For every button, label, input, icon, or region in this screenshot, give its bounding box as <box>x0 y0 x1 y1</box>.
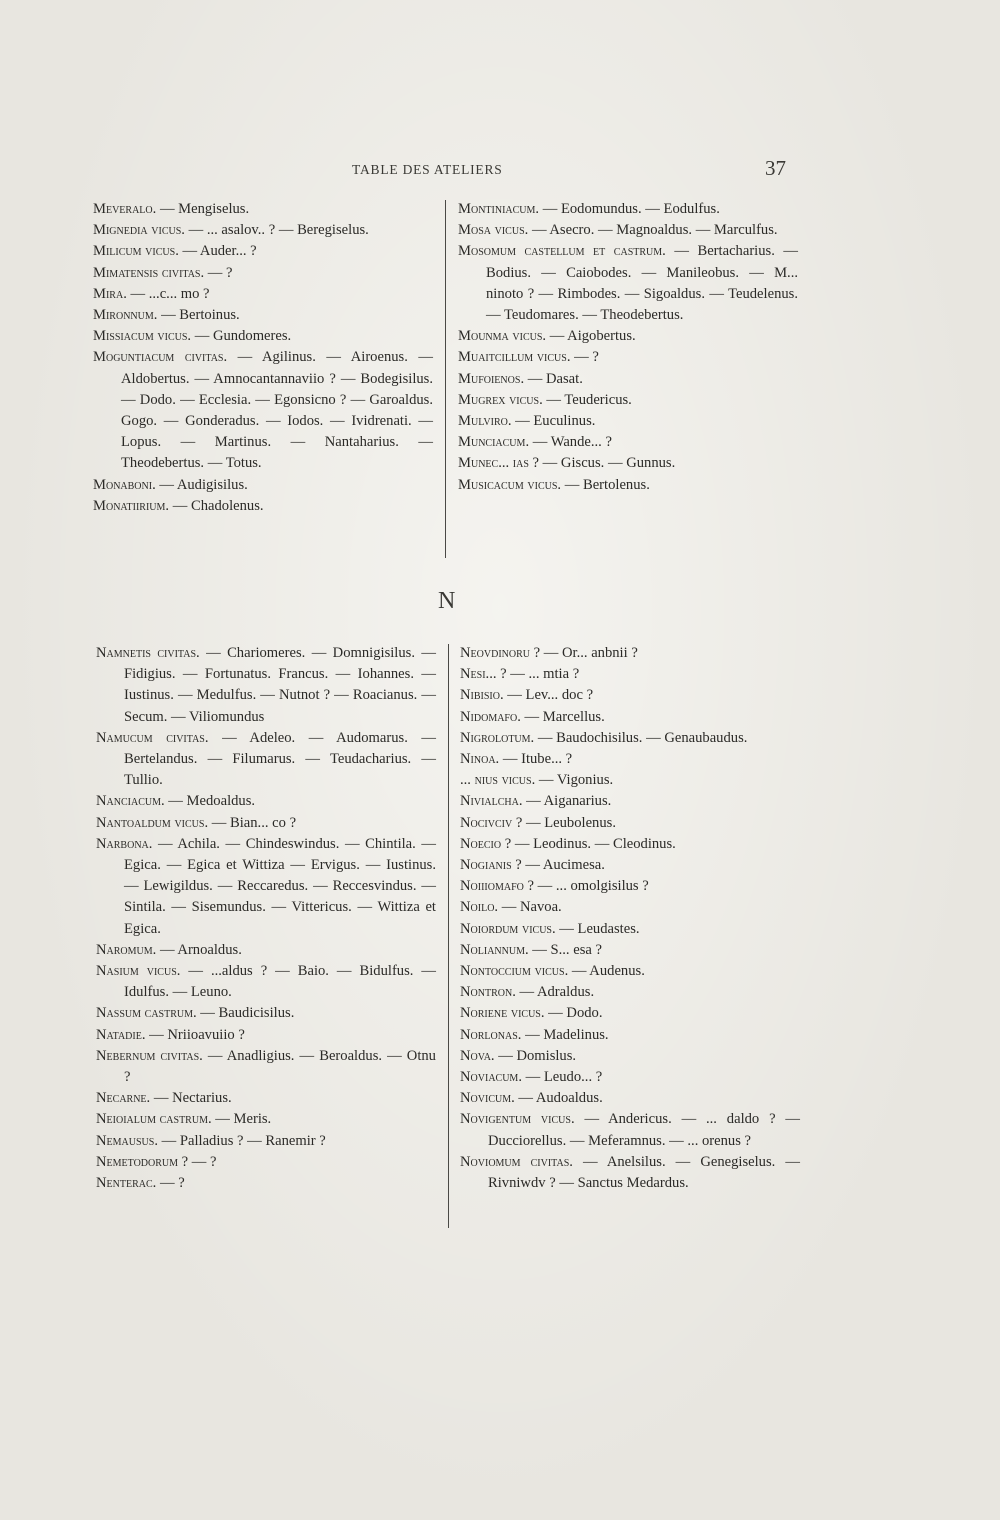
entry-name: Nassum castrum <box>96 1005 193 1022</box>
column-right-top <box>458 199 798 496</box>
index-entry <box>460 707 800 728</box>
index-entry <box>93 284 433 305</box>
index-entry <box>458 453 798 474</box>
index-entry <box>458 199 798 220</box>
entry-text: . — ? <box>152 1175 185 1192</box>
entry-name: Mimatensis civitas <box>93 264 201 281</box>
entry-name: Milicum vicus <box>93 243 176 260</box>
index-entry <box>96 728 436 792</box>
index-entry <box>460 1088 800 1109</box>
entry-name: Nigrolotum <box>460 729 531 746</box>
entry-text: . — Aiganarius. <box>518 793 612 810</box>
entry-text: . — Euculinus. <box>507 413 596 430</box>
index-entry <box>96 1173 436 1194</box>
index-entry <box>460 1003 800 1024</box>
page-number: 37 <box>765 156 786 180</box>
entry-text: ? — ? <box>178 1153 217 1170</box>
index-entry <box>458 241 798 326</box>
entry-text: . — Anelsilus. — Genegiselus. — Rivniwdv ? — Sanctus Medardus. <box>488 1153 800 1192</box>
entry-text: . — Chariomeres. — Domnigisilus. — Fidigius. — Fortunatus. Francus. — Iohannes. — Iustinus. — Medulfus. — Nutnot ? — Roacianus. — Secum. — Viliomundus <box>124 645 436 725</box>
index-entry <box>460 961 800 982</box>
entry-name: Narbona <box>96 835 149 852</box>
entry-name: Ninoa <box>460 751 496 768</box>
column-divider-bottom <box>448 644 449 1228</box>
index-entry <box>93 496 433 517</box>
entry-name: Nocivciv <box>460 814 513 831</box>
entry-name: Mounma vicus <box>458 328 543 345</box>
entry-text: ? — Aucimesa. <box>511 857 605 874</box>
column-left-top <box>93 199 433 517</box>
entry-text: . — Bertacharius. — Bodius. — Caiobodes. — Manileobus. — M... ninoto ? — Rimbodes. — Sigoaldus. — Teudelenus. — Teudomares. — Theodebertus. <box>486 243 798 324</box>
index-entry <box>458 432 798 453</box>
entry-name: Nemausus <box>96 1132 155 1149</box>
entry-name: Mufoienos <box>458 370 521 387</box>
index-entry <box>460 685 800 706</box>
entry-text: . — Nriioavuiio ? <box>141 1026 245 1043</box>
index-entry <box>460 897 800 918</box>
index-entry <box>96 1003 436 1024</box>
entry-text: . — Aigobertus. <box>542 328 636 345</box>
entry-text: . — Leudo... ? <box>518 1069 603 1086</box>
entry-name: Nova <box>460 1047 491 1064</box>
entry-name: Naromum <box>96 941 153 958</box>
index-entry <box>460 813 800 834</box>
index-entry <box>96 834 436 940</box>
column-right-bottom <box>460 643 800 1194</box>
index-entry <box>458 347 798 368</box>
index-entry <box>96 1131 436 1152</box>
entry-text: . — Auder... ? <box>175 243 257 260</box>
index-entry <box>93 263 433 284</box>
entry-text: . — S... esa ? <box>524 941 602 958</box>
index-entry <box>458 390 798 411</box>
entry-name: Monatiirium <box>93 497 166 514</box>
index-entry <box>96 961 436 1003</box>
index-entry <box>96 1109 436 1130</box>
entry-name: Nivialcha <box>460 793 519 810</box>
index-entry <box>458 411 798 432</box>
entry-text: . — Itube... ? <box>495 751 573 768</box>
entry-text: . — Lev... doc ? <box>499 687 594 704</box>
index-entry <box>460 876 800 897</box>
index-entry <box>96 813 436 834</box>
entry-text: . — Anadligius. — Beroaldus. — Otnu ? <box>124 1047 436 1086</box>
entry-name: Mira <box>93 285 124 302</box>
entry-text: . — Achila. — Chindeswindus. — Chintila. — Egica. — Egica et Wittiza — Ervigus. — Iustinus. — Lewigildus. — Reccaredus. — Reccesvindus. — Sintila. — Sisemundus. — Vittericus. — Wittiza et Egica. <box>124 835 436 937</box>
index-entry <box>460 855 800 876</box>
entry-text: . — Dasat. <box>520 370 583 387</box>
entry-name: Munec... ias <box>458 455 529 472</box>
column-left-bottom <box>96 643 436 1194</box>
entry-name: Mulviro <box>458 413 508 430</box>
entry-name: Nanciacum <box>96 793 161 810</box>
entry-name: Novigentum vicus <box>460 1111 571 1128</box>
entry-text: ? — Leubolenus. <box>512 814 616 831</box>
entry-name: Noecio <box>460 835 502 852</box>
index-entry <box>93 326 433 347</box>
entry-name: Mironnum <box>93 307 154 324</box>
entry-name: Nibisio <box>460 687 500 704</box>
index-entry <box>460 834 800 855</box>
entry-name: Noriene vicus <box>460 1005 541 1022</box>
entry-text: . — Chadolenus. <box>165 497 264 514</box>
entry-name: Neioialum castrum <box>96 1111 208 1128</box>
index-entry <box>460 940 800 961</box>
entry-text: . — Bertoinus. <box>153 307 240 324</box>
entry-text: . — ...aldus ? — Baio. — Bidulfus. — Idulfus. — Leuno. <box>124 963 437 1001</box>
entry-text: ? — Giscus. — Gunnus. <box>528 455 676 472</box>
entry-text: . — Baudicisilus. <box>193 1005 295 1022</box>
index-entry <box>458 369 798 390</box>
section-letter: N <box>438 588 456 614</box>
index-entry <box>460 1025 800 1046</box>
index-entry <box>460 643 800 664</box>
index-entry <box>96 940 436 961</box>
column-divider-top <box>445 200 446 558</box>
index-entry <box>458 220 798 241</box>
index-entry <box>93 305 433 326</box>
entry-text: . — Teudericus. <box>539 391 632 408</box>
entry-text: . — Agilinus. — Airoenus. — Aldobertus. — Amnocantannaviio ? — Bodegisilus. — Dodo. — Ecclesia. — Egonsicno ? — Garoaldus. Gogo. — Gonderadus. — Iodos. — Ividrenati. — Lopus. — Martinus. — Nantaharius. — Theodebertus. — Totus. <box>121 349 433 472</box>
entry-text: . — Madelinus. <box>517 1026 609 1043</box>
entry-name: Nenterac <box>96 1175 153 1192</box>
entry-name: Missiacum vicus <box>93 328 188 345</box>
entry-text: . — Gundomeres. <box>187 328 292 345</box>
index-entry <box>93 220 433 241</box>
entry-text: . — Palladius ? — Ranemir ? <box>154 1132 326 1149</box>
entry-text: . — Leudastes. <box>551 920 640 937</box>
entry-name: Norlonas <box>460 1026 518 1043</box>
entry-name: Nidomafo <box>460 708 518 725</box>
entry-name: Namucum civitas <box>96 729 205 746</box>
entry-text: . — Eodomundus. — Eodulfus. <box>535 201 720 217</box>
entry-text: ? — Or... anbnii ? <box>529 645 638 661</box>
index-entry <box>458 326 798 347</box>
index-entry <box>460 1067 800 1088</box>
entry-name: ... nius vicus <box>460 772 532 789</box>
entry-name: Mosa vicus <box>458 222 525 239</box>
entry-text: . — ... asalov.. ? — Beregiselus. <box>181 222 369 239</box>
entry-text: . — Bian... co ? <box>204 814 297 831</box>
entry-text: . — ? <box>566 349 599 366</box>
entry-name: Moguntiacum civitas <box>93 349 224 366</box>
index-entry <box>460 791 800 812</box>
entry-text: . — ? <box>200 264 233 281</box>
entry-name: Noilo <box>460 899 495 916</box>
entry-name: Muaitcillum vicus <box>458 349 567 366</box>
entry-text: . — Audoaldus. <box>511 1090 603 1107</box>
index-entry <box>460 728 800 749</box>
index-entry <box>460 1046 800 1067</box>
entry-text: . — ...c... mo ? <box>123 285 210 302</box>
entry-name: Novicum <box>460 1090 512 1107</box>
index-entry <box>460 919 800 940</box>
entry-text: . — Dodo. <box>540 1005 603 1022</box>
entry-text: . — Domislus. <box>490 1047 577 1064</box>
entry-name: Namnetis civitas <box>96 645 197 661</box>
entry-name: Nontron <box>460 984 513 1001</box>
entry-text: . — Meris. <box>207 1111 272 1128</box>
entry-name: Meveralo <box>93 201 153 217</box>
entry-name: Musicacum vicus <box>458 476 558 493</box>
index-entry <box>460 749 800 770</box>
index-entry <box>460 770 800 791</box>
entry-name: Nebernum civitas <box>96 1047 200 1064</box>
entry-text: . — Adeleo. — Audomarus. — Bertelandus. — Filumarus. — Teudacharius. — Tullio. <box>124 729 436 789</box>
running-head <box>0 156 1000 182</box>
index-entry <box>96 1046 436 1088</box>
entry-name: Noiiiomafo <box>460 878 524 895</box>
entry-text: . — Navoa. <box>494 899 562 916</box>
index-entry <box>96 1025 436 1046</box>
entry-name: Natadie <box>96 1026 142 1043</box>
entry-name: Montiniacum <box>458 201 536 217</box>
entry-name: Nasium vicus <box>96 963 177 980</box>
entry-text: . — Adraldus. <box>512 984 595 1001</box>
index-entry <box>93 199 433 220</box>
index-entry <box>460 982 800 1003</box>
entry-text: . — Andericus. — ... daldo ? — Ducciorellus. — Meferamnus. — ... orenus ? <box>488 1111 800 1149</box>
entry-text: . — Vigonius. <box>531 772 614 789</box>
index-entry <box>96 1088 436 1109</box>
entry-text: . — Arnoaldus. <box>152 941 242 958</box>
entry-text: . — Audigisilus. <box>152 476 248 493</box>
entry-text: . — Asecro. — Magnoaldus. — Marculfus. <box>524 222 778 239</box>
index-entry <box>458 475 798 496</box>
entry-name: Necarne <box>96 1090 147 1107</box>
index-entry <box>93 347 433 474</box>
entry-text: . — Medoaldus. <box>161 793 256 810</box>
entry-name: Nontoccium vicus <box>460 963 565 980</box>
entry-text: . — Audenus. <box>564 963 645 980</box>
entry-name: Nantoaldum vicus <box>96 814 205 831</box>
index-entry <box>96 1152 436 1173</box>
index-entry <box>460 1152 800 1194</box>
entry-name: Noviacum <box>460 1069 519 1086</box>
entry-text: . — Wande... ? <box>525 434 612 451</box>
entry-name: Noliannum <box>460 941 525 958</box>
entry-text: . — Mengiselus. <box>152 201 250 217</box>
entry-name: Neovdinoru <box>460 645 530 661</box>
index-entry <box>96 791 436 812</box>
entry-name: Monaboni <box>93 476 153 493</box>
running-head-title: TABLE DES ATELIERS <box>352 162 503 177</box>
index-entry <box>93 241 433 262</box>
entry-text: ? — ... omolgisilus ? <box>523 878 649 895</box>
entry-name: Mignedia vicus <box>93 222 182 239</box>
entry-name: Mugrex vicus <box>458 391 540 408</box>
entry-text: . — Baudochisilus. — Genaubaudus. <box>530 729 748 746</box>
entry-name: Munciacum <box>458 434 526 451</box>
entry-text: . — Bertolenus. <box>557 476 650 493</box>
entry-text: . — Marcellus. <box>517 708 605 725</box>
index-entry <box>460 664 800 685</box>
entry-text: . — Nectarius. <box>146 1090 232 1107</box>
entry-name: Mosomum castellum et castrum <box>458 243 663 260</box>
entry-text: ? — Leodinus. — Cleodinus. <box>501 835 676 852</box>
index-entry <box>96 643 436 728</box>
entry-name: Noviomum civitas <box>460 1153 570 1170</box>
entry-name: Noiordum vicus <box>460 920 552 937</box>
entry-name: Nogianis <box>460 857 512 874</box>
index-entry <box>460 1109 800 1151</box>
index-entry <box>93 475 433 496</box>
entry-name: Nemetodorum <box>96 1153 179 1170</box>
entry-text: ? — ... mtia ? <box>496 666 580 683</box>
entry-name: Nesi... <box>460 666 497 683</box>
